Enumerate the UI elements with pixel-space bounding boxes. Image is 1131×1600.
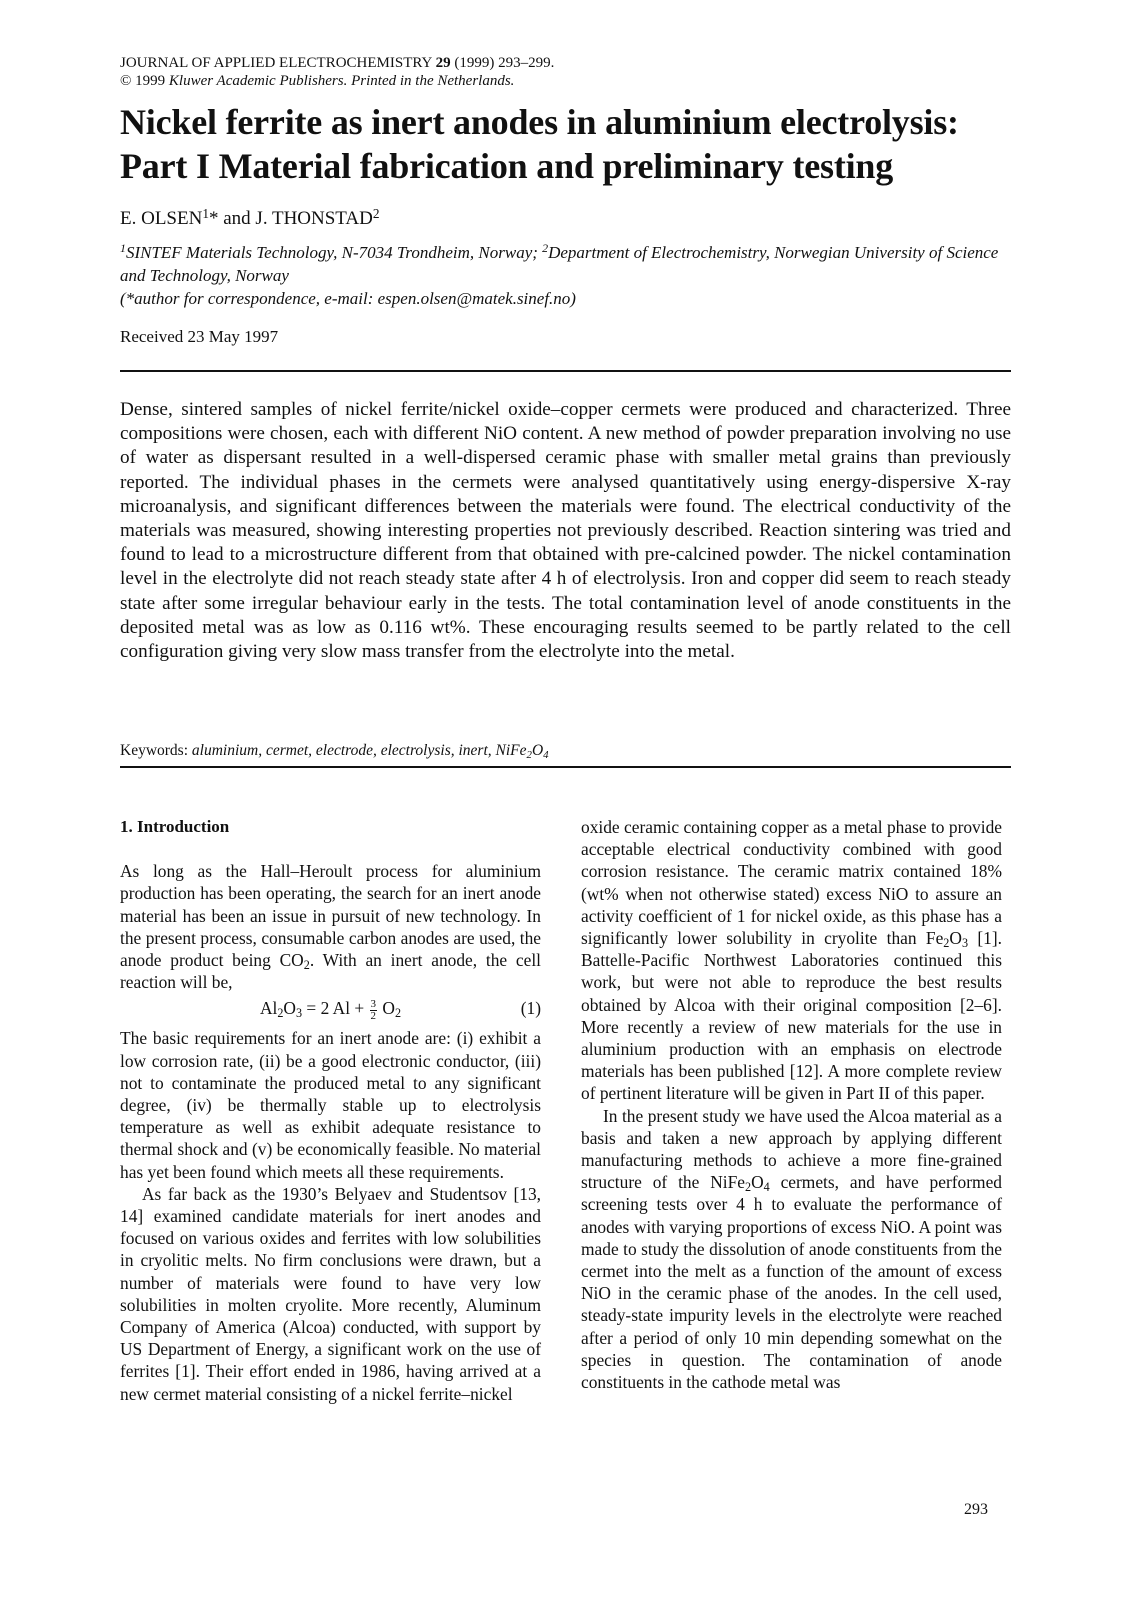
- equation-body: $Al_2O_3 = 2$ Al + $\frac{3}{2}$ $O_2$: [259, 997, 402, 1022]
- journal-header: [120, 54, 554, 90]
- section-heading: 1. Introduction: [120, 817, 230, 836]
- title-line-1: Nickel ferrite as inert anodes in aluminium electrolysis:: [120, 102, 959, 142]
- paragraph-4: oxide ceramic containing copper as a metal phase to provide acceptable electrical conductivity combined with good corrosion resistance. The ceramic matrix contained 18% (wt% when not otherwise stated) excess NiO to assure an activity coefficient of 1 for nickel oxide, as this phase has a significantly lower solubility in cryolite than $Fe_2O_3$ [1]. Battelle-Pacific Northwest Laboratories continued this work, but were not able to reproduce the best results obtained by Alcoa with their original composition [2–6]. More recently a review of new materials for the use in aluminium production with an emphasis on electrode materials has been published [12]. A more complete review of pertinent literature will be given in Part II of this paper.: [581, 817, 1002, 1104]
- fraction: $\frac{3}{2}$: [370, 997, 377, 1022]
- paragraph-3: As far back as the 1930’s Belyaev and Studentsov [13, 14] examined candidate materials for inert anodes and focused on various oxides and ferrites with low solubilities in cryolitic melts. No firm conclusions were drawn, but a number of materials were found to have very low solubilities in molten cryolite. More recently, Aluminum Company of America (Alcoa) conducted, with support by US Department of Energy, a significant work on the use of ferrites [1]. Their effort ended in 1986, having arrived at a new cermet material consisting of a nickel ferrite–nickel: [120, 1183, 541, 1404]
- affiliation-text: $^1$SINTEF Materials Technology, N-7034 Trondheim, Norway; $^2$Department of Electrochemistry, Norwegian University of Science and Technology, Norway: [120, 241, 999, 285]
- equation-1: [120, 993, 541, 1027]
- paper-title: [120, 100, 1020, 188]
- paragraph-5: In the present study we have used the Alcoa material as a basis and taken a new approach by applying different manufacturing methods to achieve a more fine-grained structure of the $NiFe_2O_4$ cermets, and have performed screening tests over 4 h to evaluate the performance of anodes with varying proportions of excess NiO. A point was made to study the dissolution of anode constituents from the cermet into the melt as a function of the amount of excess NiO in the ceramic phase of the anodes. In the cell used, steady-state impurity levels in the electrolyte were reached after a period of only 10 min depending somewhat on the species in question. The contamination of anode constituents in the cathode metal was: [581, 1105, 1002, 1393]
- title-line-2: Part I Material fabrication and preliminary testing: [120, 146, 894, 186]
- abstract: Dense, sintered samples of nickel ferrite/nickel oxide–copper cermets were produced and characterized. Three compositions were chosen, each with different NiO content. A new method of powder preparation involving no use of water as dispersant resulted in a well-dispersed ceramic phase with smaller metal grains than previously reported. The individual phases in the cermets were analysed quantitatively using energy-dispersive X-ray microanalysis, and significant differences between the materials were found. The electrical conductivity of the materials was measured, showing interesting properties not previously described. Reaction sintering was tried and found to lead to a microstructure different from that obtained with pre-calcined powder. The nickel contamination level in the electrolyte did not reach steady state after 4 h of electrolysis. Iron and copper did seem to reach steady state after some irregular behaviour early in the tests. The total contamination level of anode constituents in the deposited metal was as low as 0.116 wt%. These encouraging results seemed to be partly related to the cell configuration giving very slow mass transfer from the electrolyte into the metal.: [120, 399, 1011, 663]
- received-date: Received 23 May 1997: [120, 327, 279, 346]
- paragraph-1: As long as the Hall–Heroult process for aluminium production has been operating, the search for an inert anode material has been an issue in pursuit of new technology. In the present process, consumable carbon anodes are used, the anode product being $CO_2$. With an inert anode, the cell reaction will be,: [120, 861, 541, 993]
- top-rule: [120, 370, 1011, 372]
- equation-number: (1): [520, 998, 541, 1019]
- copyright-line: © 1999 Kluwer Academic Publishers. Printed in the Netherlands.: [120, 73, 515, 89]
- page-number: 293: [964, 1501, 988, 1518]
- bottom-rule: [120, 766, 1011, 768]
- keywords: Keywords: aluminium, cermet, electrode, electrolysis, inert, $NiFe_2O_4$: [120, 742, 549, 761]
- right-column: [581, 816, 1002, 1393]
- author-list: E. OLSEN$^1$* and J. THONSTAD$^2$: [120, 206, 380, 229]
- journal-citation: JOURNAL OF APPLIED ELECTROCHEMISTRY 29 (1999) 293–299.: [120, 55, 555, 71]
- paragraph-2: The basic requirements for an inert anode are: (i) exhibit a low corrosion rate, (ii) be a good electronic conductor, (iii) not to contaminate the produced metal to any significant degree, (iv) be thermally stable up to electrolysis temperature as well as exhibit adequate resistance to thermal shock and (v) be economically feasible. No material has yet been found which meets all these requirements.: [120, 1028, 541, 1182]
- correspondence-note: (*author for correspondence, e-mail: espen.olsen@matek.sinef.no): [120, 289, 576, 308]
- affiliations: [120, 241, 1020, 310]
- left-column: [120, 816, 541, 1405]
